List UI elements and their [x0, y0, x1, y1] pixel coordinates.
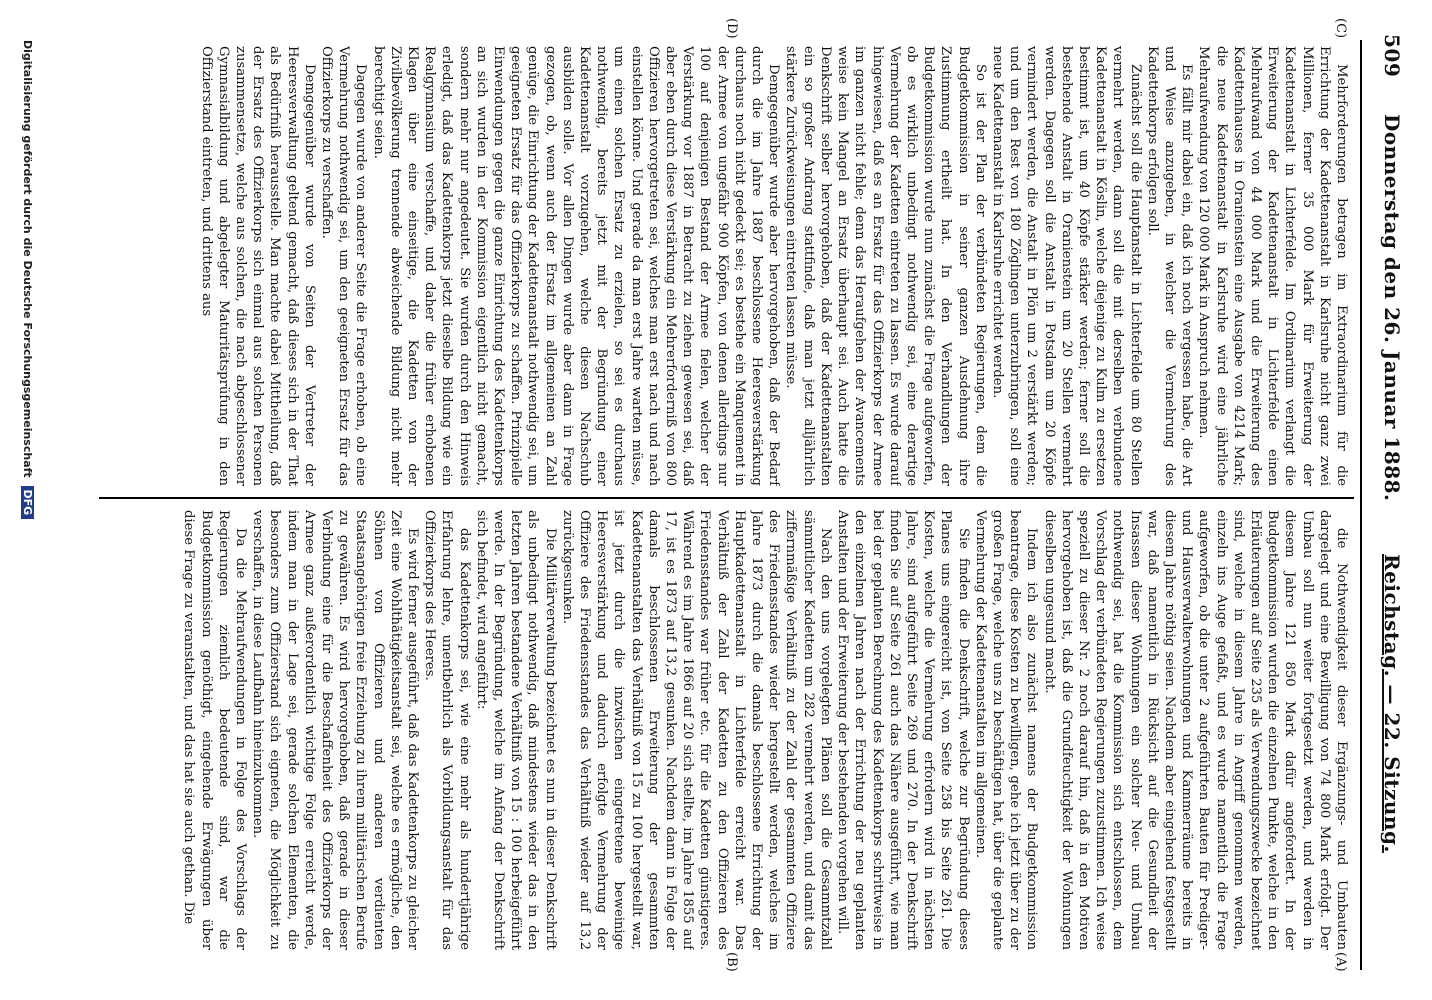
- paragraph: Dagegen wurde von anderer Seite die Frage erhoben, ob eine Vermehrung nothwendig sei, um den geeigneten Ersatz für das Offizierkorps zu verschaffen.: [319, 46, 369, 486]
- paragraph: Indem ich also zunächst namens der Budgetkommission beantrage, diese Kosten zu bewilligen, gehe ich jetzt über zu der großen Frage, welche uns zu beschäftigen hat, über die geplante Vermehrung der Kadettenanstalten im allgemeinen.: [972, 510, 1040, 950]
- header-rule: [1360, 40, 1362, 970]
- paragraph: die Nothwendigkeit dieser Ergänzungs- und Umbauten dargelegt und eine Bewilligung von 74 800 Mark erfolgt. Der Umbau soll nun weiter fortgesetzt werden, und werden in diesem Jahre 121 850 Mark dafür angefordert. In der Budgetkommission wurden die einzelnen Punkte, welche in den Erläuterungen auf Seite 235 als Verwendungszwecke bezeichnet sind, welche in diesem Jahre in Angriff genommen werden, einzeln ins Auge gefaßt, und es wurde namentlich die Frage aufgeworfen, ob die unter 2 aufgeführten Bauten für Prediger- und Hausverwalterwohnungen und Kammerräume bereits in diesem Jahre nöthig seien. Nachdem aber eingehend festgestellt war, daß namentlich in Rücksicht auf die Gesundheit der Insassen dieser Wohnungen ein solcher Neu- und Umbau nothwendig sei, hat die Kommission sich entschlossen, dem Vorschlag der verbündeten Regierungen zuzustimmen. Ich weise speziell zu dieser Nr. 2 noch darauf hin, daß in den Motiven hervorgehoben ist, daß die Grundfeuchtigkeit der Wohnungen dieselben ungesund macht.: [1041, 510, 1349, 950]
- paragraph: Es wird ferner ausgeführt, daß das Kadettenkorps zu gleicher Zeit eine Wohlthätigkeitsanstalt sei, welche es ermögliche, den Söhnen von Offizieren und anderen verdienten Staatsangehörigen freie Erziehung zu ihrem militärischen Berufe zu gewähren. Es wird hervorgehoben, daß gerade in dieser Verbindung eine für die Beschaffenheit des Offizierkorps der Armee ganz außerordentlich wichtige Folge erreicht werde, indem man in der Lage sei, gerade solchen Elementen, die besonders zum Offizierstand sich eigneten, die Möglichkeit zu verschaffen, in diese Laufbahn hineinzukommen.: [250, 510, 421, 950]
- margin-marker-c: (C): [1333, 18, 1348, 39]
- paragraph: Es fällt mir dabei ein, daß ich noch vergessen habe, die Art und Weise anzugeben, in welcher die Vermehrung des Kadettenkorps erfolgen soll.: [1144, 46, 1195, 486]
- running-header: [1370, 34, 1404, 974]
- left-text-column: [100, 510, 1350, 950]
- digitization-credit: [21, 40, 34, 940]
- page-number: 509: [1380, 34, 1404, 78]
- quoted-paragraph: das Kadettenkorps sei, wie eine mehr als hundertjährige Erfahrung lehre, unentbehrlich als Vorbildungsanstalt für das Offizierkorps des Heeres.: [422, 510, 472, 950]
- digitization-credit-text: Digitalisierung gefördert durch die Deutsche Forschungsgemeinschaft: [21, 40, 34, 478]
- paragraph: Mehrforderungen betragen im Extraordinarium für die Errichtung der Kadettenanstalt in Karlsruhe nicht ganz zwei Millionen, ferner 35 000 Mark für Erweiterung der Kadettenanstalt in Lichterfelde. Im Ordinarium verlangt die Erweiterung der Kadettenanstalt in Lichterfelde einen Mehraufwand von 44 000 Mark und die Erweiterung des Kadettenhauses in Oranienstein eine Ausgabe von 4214 Mark; die neue Kadettenanstalt in Karlsruhe wird eine jährliche Mehraufwendung von 120 000 Mark in Anspruch nehmen.: [1196, 46, 1349, 486]
- margin-marker-d: (D): [724, 18, 739, 39]
- paragraph: Sie finden die Denkschrift, welche zur Begründung dieses Planes uns eingereicht ist, von Seite 258 bis Seite 261. Die Kosten, welche die Vermehrung erfordern wird in nächsten Jahre, sind aufgeführt Seite 269 und 270. In der Denkschrift finden Sie auf Seite 261 auch das Nähere ausgeführt, wie man bei der geplanten Berechnung des Kadettenkorps schrittweise in den einzelnen Jahren nach der Errichtung der neu geplanten Anstalten und der Erweiterung der bestehenden vorgehen will.: [835, 510, 971, 950]
- paragraph: Demgegenüber wurde von Seiten der Vertreter der Heeresverwaltung geltend gemacht, daß dieses sich in der That als Bedürfniß herausstelle. Man machte dabei Mittheilung, daß der Ersatz des Offizierkorps sich einmal aus solchen Personen zusammensetze, welche aus solchen, die nach abgeschlossener Gymnasialbildung und abgelegter Maturitätsprüfung in den Offizierstand eintreten, und drittens aus: [198, 46, 317, 486]
- paragraph: So ist der Plan der verbündeten Regierungen, dem die Budgetkommission in seiner ganzen Ausdehnung ihre Zustimmung ertheilt hat. In den Verhandlungen der Budgetkommission wurde nun zunächst die Frage aufgeworfen, ob es wirklich unbedingt nothwendig sei, eine derartige Vermehrung der Kadetten eintreten zu lassen. Es wurde darauf hingewiesen, daß es an Ersatz für das Offizierkorps der Armee im ganzen nicht fehle; denn das Heraufgehen der Avancements weise kein Mangel an Ersatz überhaupt sei. Auch hatte die Denkschrift selber hervorgehoben, daß der Kadettenanstalten ein so großer Andrang stattfinde, daß man jetzt alljährlich stärkere Zurückweisungen eintreten lassen müsse.: [783, 46, 988, 486]
- paragraph: Da die Mehraufwendungen in Folge des Vorschlags der Regierungen ziemlich bedeutende sind, war die Budgetkommission genöthigt, eingehende Erwägungen über diese Frage zu veranstalten, und das hat sie auch gethan. Die: [181, 510, 248, 950]
- paragraph: Die Militärverwaltung bezeichnet es nun in dieser Denkschrift als unbedingt nothwendig, daß mindestens wieder das in den letzten Jahren bestandene Verhältniß von 15 : 100 herbeigeführt werde. In der Begründung, welche im Anfang der Denkschrift sich befindet, wird angeführt:: [473, 510, 558, 950]
- paragraph: Nach den uns vorgelegten Plänen soll die Gesammtzahl sämmtlicher Kadetten um 282 vermehrt werden, und damit das ziffernmäßige Verhältniß zu der Zahl der gesammten Offiziere des Friedensstandes wieder hergestellt werden, welches im Jahre 1873 durch die damals beschlossene Errichtung der Hauptkadettenanstalt in Lichterfelde erreicht war. Das Verhältniß der Zahl der Kadetten zu den Offizieren des Friedensstandes war früher etc. für die Kadetten günstigeres. Während es im Jahre 1866 auf 20 sich stellte, im Jahre 1855 auf 17, ist es 1873 auf 13,2 gesunken. Nachdem dann in Folge der damals beschlossenen Erweiterung der gesammten Kadettenanstalten das Verhältniß von 15 zu 100 hergestellt war, ist jetzt durch die inzwischen eingetretene beweinige Heeresverstärkung und dadurch erfolgte Vermehrung der Offiziere des Friedensstandes das Verhältniß wieder auf 13,2 zurückgesunken.: [559, 510, 833, 950]
- right-text-column: [100, 46, 1350, 486]
- paragraph: Zunächst soll die Hauptanstalt in Lichterfelde um 80 Stellen vermehrt werden, dann soll die mit derselben verbundene Kadettenanstalt in Köslin, welche diejenige zu Kulm zu ersetzen bestimmt ist, um 40 Köpfe stärker werden; ferner soll die bestehende Anstalt in Oranienstein um 20 Stellen vermehrt werden. Dagegen soll die Anstalt in Potsdam um 20 Köpfe vermindert werden, die Anstalt in Plön um 2 verstärkt werden; und um den Rest von 180 Zöglingen unterzubringen, soll eine neue Kadettenanstalt in Karlsruhe errichtet werden.: [989, 46, 1143, 486]
- paragraph: Demgegenüber wurde aber hervorgehoben, daß der Bedarf durch die im Jahre 1887 beschlossene Heeresverstärkung durchaus noch nicht gedeckt sei; es bestehe ein Manquement in der Armee von ungefähr 900 Köpfen, von denen allerdings nur 100 auf denjenigen Bestand der Armee fielen, welcher der Verstärkung vor 1887 in Betracht zu ziehen gewesen sei, daß aber eben durch diese Verstärkung ein Mehrerforderniß von 800 Offizieren hervorgetreten sei, welches man erst nach und nach einstellen könne. Und gerade da man erst Jahre warten müsse, um einen solchen Ersatz zu erzielen, so sei es durchaus nothwendig, bereits jetzt mit der Begründung einer Kadettenanstalt vorzugehen, welche diesen Nachschub ausbilden solle. Vor allen Dingen wurde aber dann in Frage gezogen, ob, wenn auch der Ersatz im allgemeinen an Zahl genüge, die Einrichtung der Kadettenanstalt nothwendig sei, um geeigneten Ersatz für das Offizierkorps zu schaffen. Prinzipielle Einwendungen gegen die ganze Einrichtung des Kadettenkorps an sich wurden in der Kommission eigentlich nicht gemacht, sondern mehr nur angedeutet. Sie wurden durch den Hinweis erledigt, daß das Kadettenkorps jetzt dieselbe Bildung wie ein Realgymnasium verschaffe, und daher die früher erhobenen Klagen über eine einseitige, die Kadetten von der Zivilbevölkerung trennende abweichende Bildung nicht mehr berechtigt seien.: [370, 46, 782, 486]
- dfg-logo: DFG: [21, 486, 34, 520]
- margin-marker-b: (B): [724, 952, 739, 972]
- column-divider: [99, 497, 1354, 499]
- margin-marker-a: (A): [1333, 952, 1348, 972]
- header-date: Donnerstag den 26. Januar 1888.: [1380, 114, 1404, 502]
- header-session-title: Reichstag. — 22. Sitzung.: [1380, 554, 1404, 853]
